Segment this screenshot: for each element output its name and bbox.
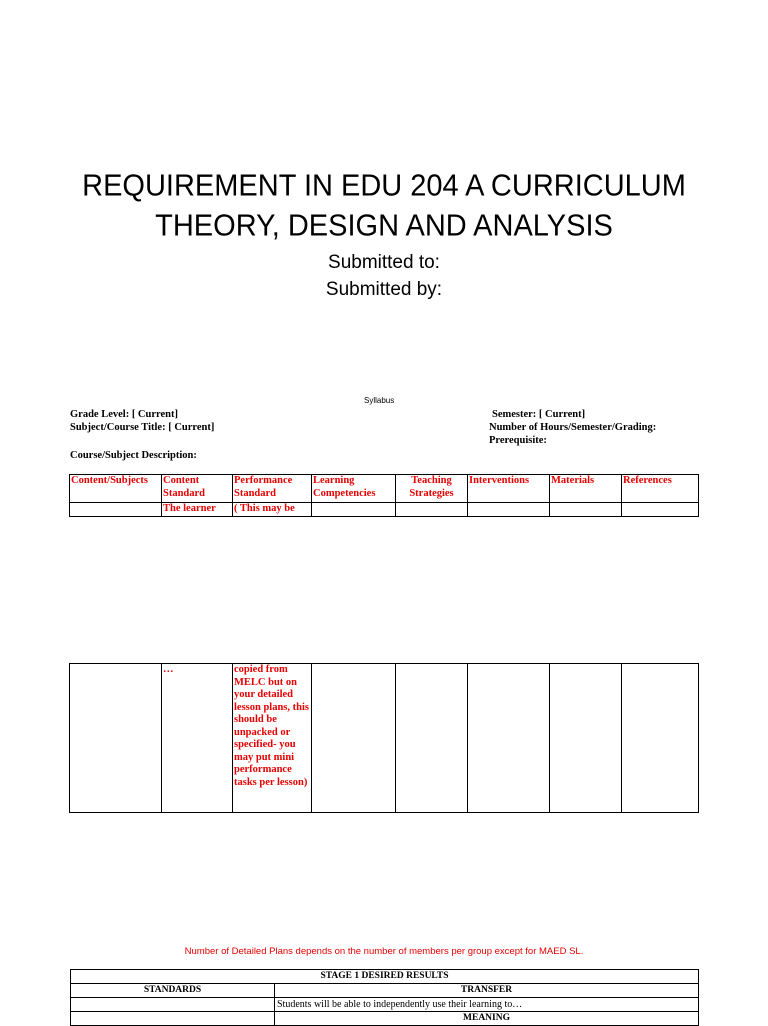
header-learning-competencies: Learning Competencies <box>312 475 396 503</box>
header-materials: Materials <box>550 475 622 503</box>
document-title-line-2: THEORY, DESIGN AND ANALYSIS <box>155 209 613 243</box>
table-cell <box>468 664 550 813</box>
table-cell <box>70 664 162 813</box>
submitted-by-label: Submitted by: <box>325 279 443 300</box>
table-cell: copied from MELC but on your detailed lesson plans, this should be unpacked or specified- you may put mini performance tasks per lesson) <box>233 664 312 813</box>
table-row <box>70 664 699 813</box>
table-cell: … <box>162 664 233 813</box>
syllabus-table <box>69 474 699 517</box>
header-content-subjects: Content/Subjects <box>70 475 162 503</box>
table-row <box>71 998 699 1012</box>
stage-title: STAGE 1 DESIRED RESULTS <box>71 970 699 984</box>
table-cell <box>396 503 468 517</box>
standards-header: STANDARDS <box>71 984 275 998</box>
semester-field: Semester: [ Current] <box>492 409 586 420</box>
table-cell: The learner <box>162 503 233 517</box>
course-description-field: Course/Subject Description: <box>70 450 197 461</box>
meaning-header: MEANING <box>275 1012 699 1026</box>
document-title-line-1: REQUIREMENT IN EDU 204 A CURRICULUM <box>82 169 686 203</box>
stage-title-row <box>71 970 699 984</box>
transfer-header: TRANSFER <box>275 984 699 998</box>
table-cell <box>71 1012 275 1026</box>
header-content-standard: Content Standard <box>162 475 233 503</box>
table-cell <box>312 503 396 517</box>
table-cell <box>71 998 275 1012</box>
table-cell <box>622 503 699 517</box>
table-cell <box>70 503 162 517</box>
table-cell: ( This may be <box>233 503 312 517</box>
grade-level-field: Grade Level: [ Current] <box>70 409 178 420</box>
subject-title-field: Subject/Course Title: [ Current] <box>70 422 215 433</box>
table-cell <box>622 664 699 813</box>
hours-field: Number of Hours/Semester/Grading: <box>489 422 657 433</box>
table-header-row <box>70 475 699 503</box>
header-references: References <box>622 475 699 503</box>
table-cell <box>396 664 468 813</box>
prerequisite-field: Prerequisite: <box>489 435 547 446</box>
table-cell <box>550 664 622 813</box>
header-performance-standard: Performance Standard <box>233 475 312 503</box>
table-row <box>71 1012 699 1026</box>
transfer-text: Students will be able to independently use their learning to… <box>275 998 699 1012</box>
stage-header-row <box>71 984 699 998</box>
table-cell <box>468 503 550 517</box>
stage-1-table <box>70 969 699 1026</box>
table-cell <box>312 664 396 813</box>
table-cell <box>550 503 622 517</box>
detailed-plans-note: Number of Detailed Plans depends on the number of members per group except for MAED SL. <box>184 946 584 957</box>
submitted-to-label: Submitted to: <box>328 252 440 273</box>
table-row <box>70 503 699 517</box>
syllabus-table-continued <box>69 663 699 813</box>
header-interventions: Interventions <box>468 475 550 503</box>
syllabus-label: Syllabus <box>364 396 395 405</box>
header-teaching-strategies: Teaching Strategies <box>396 475 468 503</box>
